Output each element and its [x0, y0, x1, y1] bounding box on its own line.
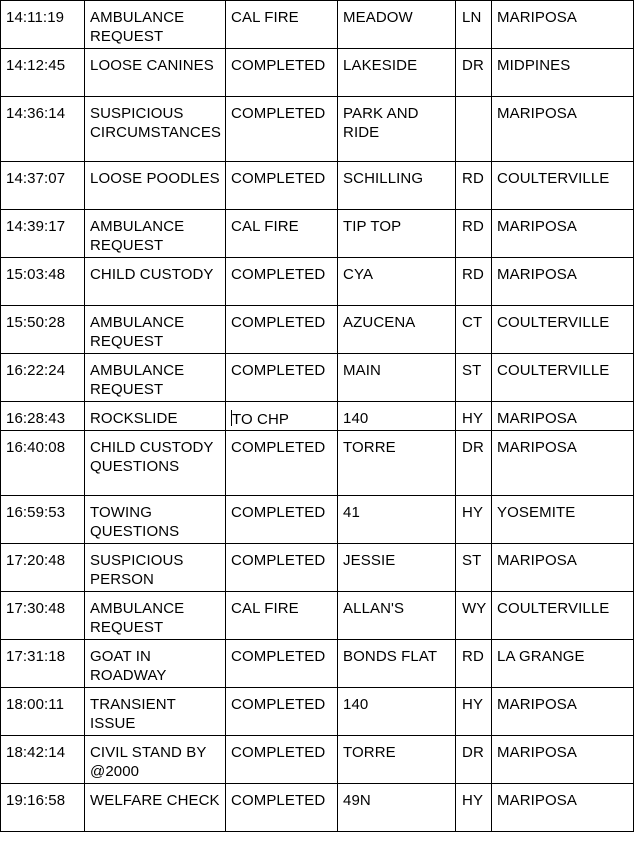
street-suffix: CT [456, 306, 492, 354]
city: MARIPOSA [492, 1, 634, 49]
call-time: 14:39:17 [1, 210, 85, 258]
table-row [1, 496, 634, 544]
street-name: PARK AND RIDE [338, 97, 456, 162]
call-disposition: COMPLETED [226, 544, 338, 592]
city: MARIPOSA [492, 736, 634, 784]
street-name: BONDS FLAT [338, 640, 456, 688]
street-name: TIP TOP [338, 210, 456, 258]
street-suffix: ST [456, 354, 492, 402]
call-type: SUSPICIOUS PERSON [85, 544, 226, 592]
table-row [1, 258, 634, 306]
call-disposition: CAL FIRE [226, 592, 338, 640]
street-name: ALLAN'S [338, 592, 456, 640]
call-disposition: CAL FIRE [226, 1, 338, 49]
city: COULTERVILLE [492, 162, 634, 210]
call-time: 16:28:43 [1, 402, 85, 431]
call-type: TRANSIENT ISSUE [85, 688, 226, 736]
call-type: GOAT IN ROADWAY [85, 640, 226, 688]
street-suffix: DR [456, 49, 492, 97]
city: COULTERVILLE [492, 592, 634, 640]
table-row [1, 354, 634, 402]
city: MARIPOSA [492, 210, 634, 258]
call-disposition: COMPLETED [226, 354, 338, 402]
call-disposition: COMPLETED [226, 688, 338, 736]
call-time: 16:40:08 [1, 431, 85, 496]
call-type: SUSPICIOUS CIRCUMSTANCES [85, 97, 226, 162]
table-row [1, 49, 634, 97]
table-row [1, 544, 634, 592]
city: COULTERVILLE [492, 354, 634, 402]
street-name: MEADOW [338, 1, 456, 49]
call-disposition: COMPLETED [226, 306, 338, 354]
street-name: TORRE [338, 736, 456, 784]
call-type: AMBULANCE REQUEST [85, 354, 226, 402]
call-time: 17:20:48 [1, 544, 85, 592]
table-row [1, 688, 634, 736]
street-suffix [456, 97, 492, 162]
street-name: 140 [338, 402, 456, 431]
city: MARIPOSA [492, 258, 634, 306]
street-name: 140 [338, 688, 456, 736]
call-disposition: CAL FIRE [226, 210, 338, 258]
city: MARIPOSA [492, 402, 634, 431]
call-time: 14:12:45 [1, 49, 85, 97]
street-name: LAKESIDE [338, 49, 456, 97]
call-type: CHILD CUSTODY [85, 258, 226, 306]
call-disposition: TO CHP [232, 411, 290, 428]
call-type: AMBULANCE REQUEST [85, 210, 226, 258]
call-time: 16:22:24 [1, 354, 85, 402]
street-suffix: DR [456, 431, 492, 496]
table-row [1, 431, 634, 496]
city: MARIPOSA [492, 784, 634, 832]
table-row [1, 210, 634, 258]
call-disposition: COMPLETED [226, 49, 338, 97]
table-row [1, 162, 634, 210]
street-suffix: HY [456, 784, 492, 832]
call-disposition: COMPLETED [226, 736, 338, 784]
call-type: AMBULANCE REQUEST [85, 1, 226, 49]
street-name: 41 [338, 496, 456, 544]
call-time: 14:36:14 [1, 97, 85, 162]
street-name: JESSIE [338, 544, 456, 592]
call-disposition: COMPLETED [226, 97, 338, 162]
city: MARIPOSA [492, 688, 634, 736]
call-disposition: COMPLETED [226, 784, 338, 832]
city: MARIPOSA [492, 97, 634, 162]
table-row [1, 784, 634, 832]
call-disposition-cell [226, 402, 338, 431]
call-disposition: COMPLETED [226, 496, 338, 544]
city: LA GRANGE [492, 640, 634, 688]
street-suffix: RD [456, 162, 492, 210]
call-time: 17:30:48 [1, 592, 85, 640]
street-suffix: WY [456, 592, 492, 640]
city: MARIPOSA [492, 431, 634, 496]
call-time: 17:31:18 [1, 640, 85, 688]
table-row [1, 402, 634, 431]
street-suffix: HY [456, 496, 492, 544]
call-time: 14:11:19 [1, 1, 85, 49]
street-name: MAIN [338, 354, 456, 402]
call-type: CHILD CUSTODY QUESTIONS [85, 431, 226, 496]
street-suffix: HY [456, 688, 492, 736]
street-suffix: RD [456, 640, 492, 688]
street-suffix: HY [456, 402, 492, 431]
street-name: AZUCENA [338, 306, 456, 354]
street-name: CYA [338, 258, 456, 306]
call-time: 18:42:14 [1, 736, 85, 784]
table-row [1, 592, 634, 640]
table-row [1, 736, 634, 784]
street-suffix: DR [456, 736, 492, 784]
call-type: TOWING QUESTIONS [85, 496, 226, 544]
street-suffix: RD [456, 258, 492, 306]
call-disposition: COMPLETED [226, 162, 338, 210]
call-type: WELFARE CHECK [85, 784, 226, 832]
call-time: 15:50:28 [1, 306, 85, 354]
call-time: 19:16:58 [1, 784, 85, 832]
city: YOSEMITE [492, 496, 634, 544]
call-time: 16:59:53 [1, 496, 85, 544]
call-disposition: COMPLETED [226, 431, 338, 496]
call-time: 14:37:07 [1, 162, 85, 210]
street-suffix: LN [456, 1, 492, 49]
street-name: 49N [338, 784, 456, 832]
city: MARIPOSA [492, 544, 634, 592]
table-row [1, 97, 634, 162]
table-row [1, 1, 634, 49]
city: COULTERVILLE [492, 306, 634, 354]
call-time: 15:03:48 [1, 258, 85, 306]
city: MIDPINES [492, 49, 634, 97]
call-type: LOOSE POODLES [85, 162, 226, 210]
table-row [1, 306, 634, 354]
street-name: TORRE [338, 431, 456, 496]
call-type: AMBULANCE REQUEST [85, 306, 226, 354]
call-type: CIVIL STAND BY @2000 [85, 736, 226, 784]
call-disposition: COMPLETED [226, 640, 338, 688]
call-type: LOOSE CANINES [85, 49, 226, 97]
call-time: 18:00:11 [1, 688, 85, 736]
call-type: AMBULANCE REQUEST [85, 592, 226, 640]
street-suffix: ST [456, 544, 492, 592]
call-type: ROCKSLIDE [85, 402, 226, 431]
call-disposition: COMPLETED [226, 258, 338, 306]
street-suffix: RD [456, 210, 492, 258]
street-name: SCHILLING [338, 162, 456, 210]
table-row [1, 640, 634, 688]
